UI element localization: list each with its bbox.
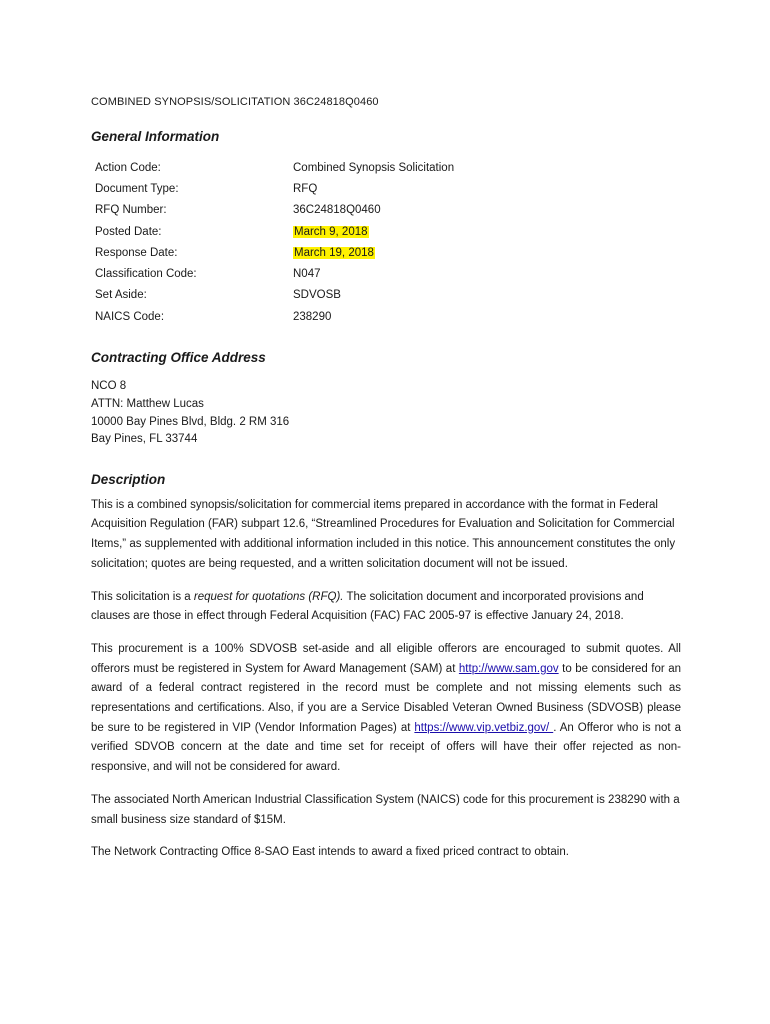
contracting-office-heading: Contracting Office Address bbox=[91, 350, 266, 366]
info-value bbox=[293, 285, 454, 306]
info-row-naics-code bbox=[95, 306, 454, 327]
description-paragraph-3 bbox=[91, 640, 681, 778]
info-value bbox=[293, 178, 454, 199]
info-row-classification-code bbox=[95, 263, 454, 284]
info-row-set-aside bbox=[95, 285, 454, 306]
info-row-rfq-number bbox=[95, 200, 454, 221]
info-label: NAICS Code: bbox=[95, 310, 165, 323]
info-label: Response Date: bbox=[95, 246, 178, 259]
highlighted-response-date: March 19, 2018 bbox=[294, 246, 374, 259]
info-value bbox=[293, 263, 454, 284]
paragraph-text: to be considered for an award of a federal contract registered in the record must be complete and not missing elements such as representations and certifications. Also, if you are a Service Disabled Veteran Owned Business (SDVOSB) please be sure to be registered in VIP (Vendor Information Pages) at bbox=[91, 662, 681, 734]
sam-gov-link[interactable]: http://www.sam.gov bbox=[458, 662, 559, 675]
address-line: NCO 8 bbox=[91, 380, 127, 393]
vip-vetbiz-link[interactable]: https://www.vip.vetbiz.gov/ bbox=[414, 721, 554, 734]
info-value bbox=[293, 221, 454, 242]
contracting-office-address bbox=[91, 378, 681, 448]
info-value-text: Combined Synopsis Solicitation bbox=[293, 161, 455, 174]
general-information-heading: General Information bbox=[91, 129, 220, 144]
description-paragraph-1: This is a combined synopsis/solicitation for commercial items prepared in accordance with the format in Federal Acquisition Regulation (FAR) subpart 12.6, “Streamlined Procedures for Evaluation and Solicitation for Commercial Items,” as supplemented with additional information included in this notice. This announcement constitutes the only solicitation; quotes are being requested, and a written solicitation document will not be issued. bbox=[91, 498, 676, 570]
info-value-text: N047 bbox=[293, 268, 321, 281]
description-paragraph-2 bbox=[91, 588, 681, 627]
info-label: Action Code: bbox=[95, 161, 161, 174]
info-label: Posted Date: bbox=[95, 225, 162, 238]
document-page bbox=[91, 96, 681, 876]
info-value bbox=[293, 242, 454, 263]
info-value bbox=[293, 306, 454, 327]
info-value bbox=[293, 157, 454, 178]
highlighted-posted-date: March 9, 2018 bbox=[294, 225, 368, 238]
general-information-table bbox=[95, 157, 454, 327]
info-label: Document Type: bbox=[95, 182, 179, 195]
description-body bbox=[91, 496, 681, 863]
address-line: 10000 Bay Pines Blvd, Bldg. 2 RM 316 bbox=[91, 415, 290, 428]
emphasis-text: request for quotations (RFQ). bbox=[193, 590, 344, 603]
info-value-text: RFQ bbox=[293, 182, 318, 195]
info-value-text: SDVOSB bbox=[293, 289, 341, 302]
paragraph-text: The solicitation document and incorporated provisions and clauses are those in effect through Federal Acquisition (FAC) FAC 2005-97 is effective January 24, 2018. bbox=[91, 590, 644, 623]
info-value bbox=[293, 200, 454, 221]
document-title: COMBINED SYNOPSIS/SOLICITATION 36C24818Q0460 bbox=[91, 96, 379, 108]
info-label: Classification Code: bbox=[95, 268, 197, 281]
description-heading: Description bbox=[91, 471, 166, 487]
info-label: Set Aside: bbox=[95, 289, 147, 302]
address-line: Bay Pines, FL 33744 bbox=[91, 433, 198, 446]
paragraph-text: . An Offeror who is not a verified SDVOB concern at the date and time set for receipt of offers will have their offer rejected as non-responsive, and will not be considered for award. bbox=[91, 721, 681, 774]
paragraph-text: This solicitation is a bbox=[91, 590, 194, 603]
info-value-text: 238290 bbox=[293, 310, 332, 323]
info-row-action-code bbox=[95, 157, 454, 178]
info-label: RFQ Number: bbox=[95, 204, 167, 217]
info-row-posted-date bbox=[95, 221, 454, 242]
info-row-response-date bbox=[95, 242, 454, 263]
paragraph-text: This procurement is a 100% SDVOSB set-aside and all eligible offerors are encouraged to submit quotes. All offerors must be registered in System for Award Management (SAM) at bbox=[91, 642, 681, 675]
info-row-document-type bbox=[95, 178, 454, 199]
info-value-text: 36C24818Q0460 bbox=[293, 204, 381, 217]
description-paragraph-4: The associated North American Industrial Classification System (NAICS) code for this procurement is 238290 with a small business size standard of $15M. bbox=[91, 793, 680, 826]
description-paragraph-5: The Network Contracting Office 8-SAO East intends to award a fixed priced contract to obtain. bbox=[91, 846, 569, 859]
address-line: ATTN: Matthew Lucas bbox=[91, 397, 204, 410]
